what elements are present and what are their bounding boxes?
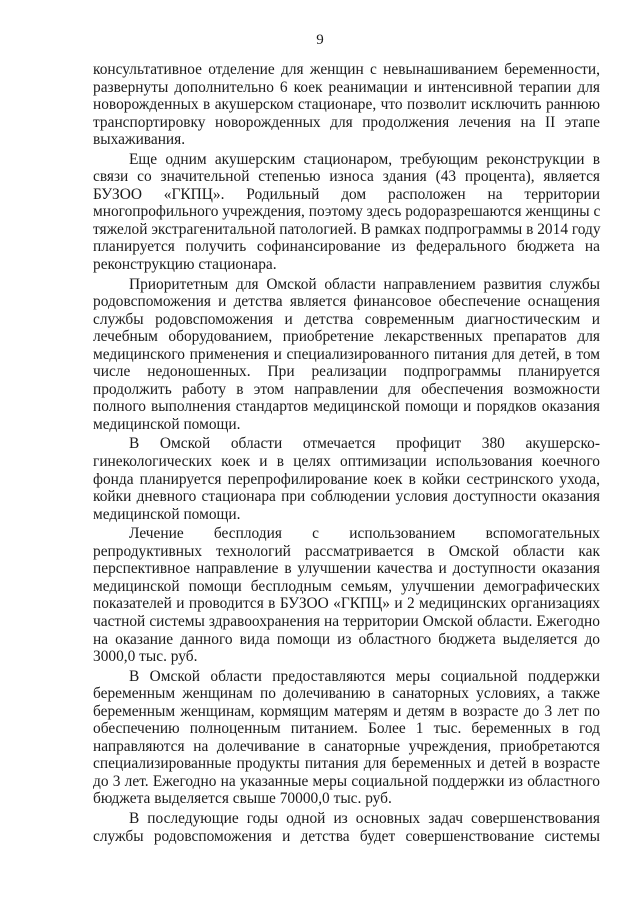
- text-line: В последующие годы одной из основных задач совершенствования: [129, 809, 600, 827]
- text-line: беременным женщинам, кормящим матерям и детям в возрасте до 3 лет по: [93, 702, 600, 720]
- paragraph-reconstruction: [93, 151, 600, 274]
- text-line: консультативное отделение для женщин с невынашиванием беременности,: [93, 61, 600, 78]
- paragraph-continuation-neonatal: [93, 61, 600, 149]
- document-body: [93, 61, 600, 845]
- text-line: лечебным оборудованием, приобретение лекарственных препаратов для: [93, 328, 600, 346]
- text-line: специализированные продукты питания для беременных и детей в возрасте: [93, 755, 600, 773]
- text-line: гинекологических коек и в целях оптимизации использования коечного: [93, 453, 600, 471]
- text-line: БУЗОО «ГКПЦ». Родильный дом расположен на территории: [93, 185, 600, 203]
- text-line: реконструкцию стационара.: [93, 256, 277, 274]
- text-line: медицинской помощи бесплодным семьям, улучшении демографических: [93, 577, 600, 595]
- page-number: 9: [316, 32, 324, 48]
- text-line: репродуктивных технологий рассматривается в Омской области как: [93, 542, 600, 560]
- text-line: на оказание данного вида помощи из областного бюджета выделяется до: [93, 630, 600, 648]
- paragraph-bed-surplus: [93, 435, 600, 523]
- text-line: продолжить работу в этом направлении для обеспечения возможности: [93, 380, 600, 398]
- text-line: тяжелой экстрагенитальной патологией. В рамках подпрограммы в 2014 году: [93, 220, 601, 238]
- text-line: развернуты дополнительно 6 коек реанимации и интенсивной терапии для: [93, 78, 600, 96]
- text-line: числе недоношенных. При реализации подпрограммы планируется: [93, 363, 600, 381]
- text-line: транспортировку новорожденных для продолжения лечения на II этапе: [93, 113, 600, 131]
- text-line: до 3 лет. Ежегодно на указанные меры социальной поддержки из областного: [93, 772, 600, 790]
- text-line: обеспечению полноценным питанием. Более 1 тыс. беременных в год: [93, 720, 600, 738]
- text-line: службы родовспоможения и детства современным диагностическим и: [93, 310, 600, 328]
- text-line: новорожденных в акушерском стационаре, что позволит исключить раннюю: [93, 96, 600, 114]
- text-line: связи со значительной степенью износа здания (43 процента), является: [93, 168, 600, 186]
- paragraph-priority-equipment: [93, 276, 600, 434]
- text-line: фонда планируется перепрофилирование коек в койки сестринского ухода,: [93, 470, 600, 488]
- text-line: частной системы здравоохранения на территории Омской области. Ежегодно: [93, 612, 600, 630]
- text-line: медицинского применения и специализированного питания для детей, в том: [93, 345, 600, 363]
- text-line: Лечение бесплодия с использованием вспомогательных: [129, 525, 600, 543]
- text-line: многопрофильного учреждения, поэтому здесь родоразрешаются женщины с: [93, 203, 601, 221]
- text-line: В Омской области предоставляются меры социальной поддержки: [129, 667, 600, 685]
- paragraph-social-support: [93, 668, 600, 808]
- text-line: перспективное направление в улучшении качества и доступности оказания: [93, 560, 600, 578]
- text-line: Приоритетным для Омской области направлением развития службы: [129, 275, 600, 293]
- text-line: В Омской области отмечается профицит 380 акушерско-: [129, 435, 600, 453]
- text-line: выхаживания.: [93, 131, 186, 149]
- text-line: медицинской помощи.: [93, 505, 241, 523]
- text-line: бюджета выделяется свыше 70000,0 тыс. руб.: [93, 790, 392, 808]
- text-line: медицинской помощи.: [93, 415, 241, 433]
- text-line: службы родовспоможения и детства будет совершенствование системы: [93, 827, 600, 845]
- text-line: 3000,0 тыс. руб.: [93, 648, 198, 666]
- text-line: родовспоможения и детства является финансовое обеспечение оснащения: [93, 293, 600, 311]
- text-line: направляются на долечивание в санаторные учреждения, приобретаются: [93, 737, 600, 755]
- text-line: показателей и проводится в БУЗОО «ГКПЦ» и 2 медицинских организациях: [93, 595, 600, 613]
- text-line: койки дневного стационара при соблюдении условия доступности оказания: [93, 488, 600, 506]
- text-line: полного выполнения стандартов медицинской помощи и порядков оказания: [93, 398, 600, 416]
- text-line: планируется получить софинансирование из федерального бюджета на: [93, 238, 600, 256]
- paragraph-future-tasks: [93, 810, 600, 845]
- paragraph-infertility-treatment: [93, 525, 600, 665]
- text-line: Еще одним акушерским стационаром, требующим реконструкции в: [129, 150, 600, 168]
- text-line: беременным женщинам по долечиванию в санаторных условиях, а также: [93, 685, 600, 703]
